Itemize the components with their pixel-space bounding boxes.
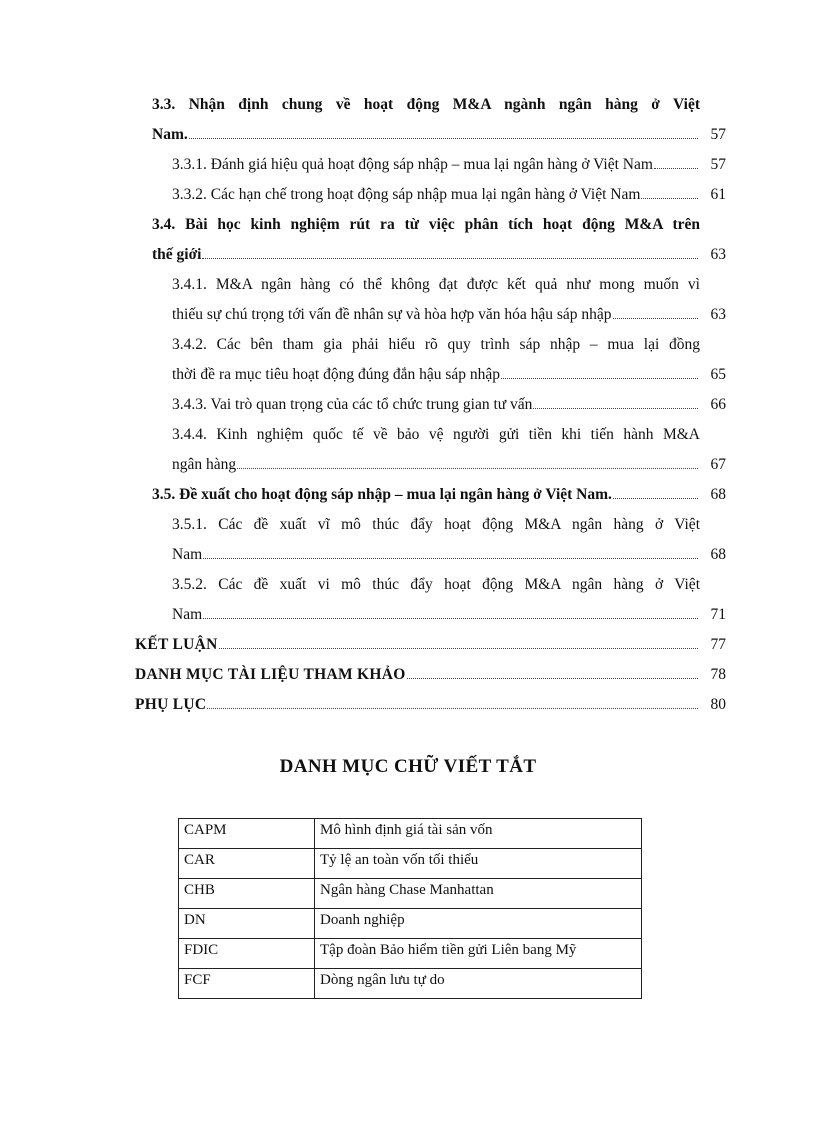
- toc-entry-3-4-4-line1[interactable]: [172, 424, 700, 446]
- dot-leader: [654, 168, 698, 169]
- toc-entry-title: 3.5.2. Các đề xuất vi mô thúc đẩy hoạt động M&A ngân hàng ở Việt: [172, 576, 700, 593]
- toc-entry-title: Nam: [172, 606, 203, 623]
- toc-entry-title: 3.5. Đề xuất cho hoạt động sáp nhập – mua lại ngân hàng ở Việt Nam.: [152, 486, 612, 503]
- meaning-cell: Dòng ngân lưu tự do: [315, 969, 642, 999]
- toc-entry-3-3-line2[interactable]: [152, 124, 726, 146]
- toc-entry-3-5-1-line2[interactable]: [172, 544, 726, 566]
- toc-page-number: 80: [710, 696, 726, 713]
- dot-leader: [613, 318, 698, 319]
- toc-entry-title: 3.3.2. Các hạn chế trong hoạt động sáp nhập mua lại ngân hàng ở Việt Nam: [172, 186, 641, 203]
- dot-leader: [203, 558, 698, 559]
- toc-entry-appendix[interactable]: [135, 694, 726, 716]
- abbreviation-cell: DN: [179, 909, 315, 939]
- dot-leader: [613, 498, 698, 499]
- toc-entry-3-5-2-line1[interactable]: [172, 574, 700, 596]
- toc-entry-title: DANH MỤC TÀI LIỆU THAM KHẢO: [135, 666, 406, 683]
- toc-entry-3-4-line2[interactable]: [152, 244, 726, 266]
- meaning-cell: Tập đoàn Bảo hiểm tiền gửi Liên bang Mỹ: [315, 939, 642, 969]
- dot-leader: [202, 258, 698, 259]
- toc-page-number: 68: [710, 486, 726, 503]
- toc-entry-3-4-4-line2[interactable]: [172, 454, 726, 476]
- toc-entry-3-4-2-line2[interactable]: [172, 364, 726, 386]
- table-row: [179, 939, 642, 969]
- table-row: [179, 879, 642, 909]
- abbreviation-cell: CAPM: [179, 819, 315, 849]
- abbreviation-cell: FDIC: [179, 939, 315, 969]
- dot-leader: [219, 648, 698, 649]
- meaning-cell: Doanh nghiệp: [315, 909, 642, 939]
- toc-entry-title: 3.3.1. Đánh giá hiệu quả hoạt động sáp nhập – mua lại ngân hàng ở Việt Nam: [172, 156, 653, 173]
- toc-entry-title: 3.5.1. Các đề xuất vĩ mô thúc đẩy hoạt động M&A ngân hàng ở Việt: [172, 516, 700, 533]
- toc-page-number: 57: [710, 126, 726, 143]
- toc-entry-title: thế giới: [152, 246, 202, 263]
- toc-entry-3-3-2[interactable]: [172, 184, 726, 206]
- toc-entry-3-5[interactable]: [152, 484, 726, 506]
- toc-page-number: 68: [710, 546, 726, 563]
- toc-entry-ket-luan[interactable]: [135, 634, 726, 656]
- dot-leader: [203, 618, 698, 619]
- toc-entry-title: 3.4.4. Kinh nghiệm quốc tế về bảo vệ người gửi tiền khi tiến hành M&A: [172, 426, 700, 443]
- meaning-cell: Tỷ lệ an toàn vốn tối thiểu: [315, 849, 642, 879]
- toc-entry-3-4-1-line2[interactable]: [172, 304, 726, 326]
- toc-entry-title: Nam.: [152, 126, 188, 143]
- toc-entry-3-3-1[interactable]: [172, 154, 726, 176]
- abbreviations-heading: DANH MỤC CHỮ VIẾT TẮT: [279, 756, 537, 777]
- abbreviation-cell: FCF: [179, 969, 315, 999]
- toc-entry-title: Nam: [172, 546, 203, 563]
- toc-page-number: 61: [710, 186, 726, 203]
- toc-entry-title: 3.3. Nhận định chung về hoạt động M&A ngành ngân hàng ở Việt: [152, 96, 700, 113]
- abbreviations-table: [178, 818, 642, 999]
- table-row: [179, 909, 642, 939]
- toc-entry-title: ngân hàng: [172, 456, 237, 473]
- toc-entry-3-5-1-line1[interactable]: [172, 514, 700, 536]
- toc-page-number: 77: [710, 636, 726, 653]
- dot-leader: [207, 708, 698, 709]
- dot-leader: [237, 468, 698, 469]
- toc-entry-3-3-line1[interactable]: [152, 94, 700, 116]
- dot-leader: [641, 198, 698, 199]
- toc-entry-title: thời đề ra mục tiêu hoạt động đúng đắn hậu sáp nhập: [172, 366, 501, 383]
- dot-leader: [407, 678, 698, 679]
- toc-page-number: 71: [710, 606, 726, 623]
- toc-entry-title: 3.4.2. Các bên tham gia phải hiểu rõ quy trình sáp nhập – mua lại đồng: [172, 336, 700, 353]
- toc-entry-3-4-1-line1[interactable]: [172, 274, 700, 296]
- toc-page-number: 78: [710, 666, 726, 683]
- toc-entry-title: 3.4. Bài học kinh nghiệm rút ra từ việc phân tích hoạt động M&A trên: [152, 216, 700, 233]
- toc-page-number: 63: [710, 306, 726, 323]
- toc-entry-3-4-2-line1[interactable]: [172, 334, 700, 356]
- dot-leader: [189, 138, 698, 139]
- toc-page-number: 63: [710, 246, 726, 263]
- meaning-cell: Ngân hàng Chase Manhattan: [315, 879, 642, 909]
- abbreviation-cell: CHB: [179, 879, 315, 909]
- toc-page-number: 65: [710, 366, 726, 383]
- toc-page-number: 66: [710, 396, 726, 413]
- dot-leader: [501, 378, 698, 379]
- toc-entry-title: thiếu sự chú trọng tới vấn đề nhân sự và hòa hợp văn hóa hậu sáp nhập: [172, 306, 612, 323]
- toc-entry-title: PHỤ LỤC: [135, 696, 207, 713]
- toc-page-number: 57: [710, 156, 726, 173]
- table-row: [179, 969, 642, 999]
- toc-entry-3-4-line1[interactable]: [152, 214, 700, 236]
- table-row: [179, 849, 642, 879]
- table-row: [179, 819, 642, 849]
- toc-entry-3-5-2-line2[interactable]: [172, 604, 726, 626]
- toc-page-number: 67: [710, 456, 726, 473]
- toc-entry-3-4-3[interactable]: [172, 394, 726, 416]
- toc-entry-references[interactable]: [135, 664, 726, 686]
- abbreviation-cell: CAR: [179, 849, 315, 879]
- toc-entry-title: 3.4.3. Vai trò quan trọng của các tổ chức trung gian tư vấn: [172, 396, 533, 413]
- dot-leader: [533, 408, 698, 409]
- meaning-cell: Mô hình định giá tài sản vốn: [315, 819, 642, 849]
- toc-entry-title: 3.4.1. M&A ngân hàng có thể không đạt được kết quả như mong muốn vì: [172, 276, 700, 293]
- toc-entry-title: KẾT LUẬN: [135, 636, 218, 653]
